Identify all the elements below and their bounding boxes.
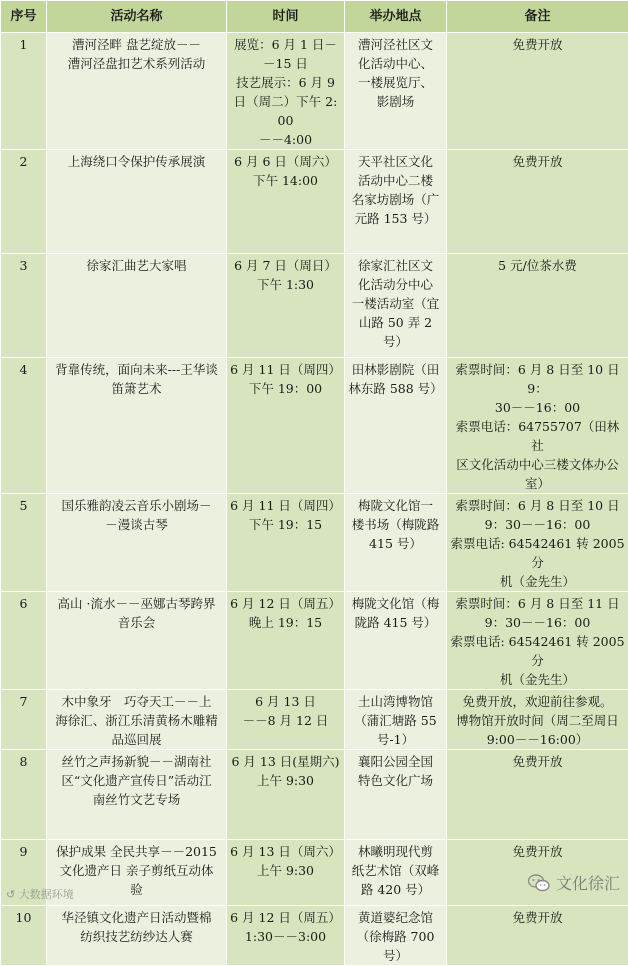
cell-time-line: 6 月 11 日（周四） xyxy=(230,496,341,515)
cell-name-line: 丝竹之声扬新貌－－湖南社 xyxy=(50,752,223,771)
cell-num: 3 xyxy=(1,254,47,358)
cell-time-line: 晚上 19：15 xyxy=(230,613,341,632)
header-num: 序号 xyxy=(1,1,47,33)
cell-venue-line: 化活动分中心 xyxy=(348,275,443,294)
cell-venue-line: 徐家汇社区文 xyxy=(348,256,443,275)
cell-num: 4 xyxy=(1,358,47,494)
cell-venue-line: 号） xyxy=(348,946,443,965)
brand-name: 文化徐汇 xyxy=(556,871,620,894)
cell-note-line: 9：30－－16：00 xyxy=(450,613,625,632)
cell-note-line: 9:00－－16:00） xyxy=(450,730,625,749)
cell-note-line: 索票电话：64755707（田林社 xyxy=(450,417,625,455)
cell-time xyxy=(227,33,345,150)
cell-num: 10 xyxy=(1,906,47,966)
cell-venue-line: （蒲汇塘路 55 xyxy=(348,711,443,730)
cell-time-line: 1:30－－3:00 xyxy=(230,927,341,946)
cell-venue-line: 梅陇文化馆（梅 xyxy=(348,594,443,613)
cell-name xyxy=(47,750,227,840)
cell-name-line: 品巡回展 xyxy=(50,730,223,749)
watermark xyxy=(6,886,74,902)
cell-num: 6 xyxy=(1,592,47,690)
cell-venue-line: 陇路 415 号） xyxy=(348,613,443,632)
cell-name xyxy=(47,906,227,966)
cell-venue-line: 特色文化广场 xyxy=(348,771,443,790)
cell-note xyxy=(447,254,628,358)
cell-venue-line: 元路 153 号） xyxy=(348,209,443,228)
cell-venue-line: 襄阳公园全国 xyxy=(348,752,443,771)
table-row xyxy=(1,150,628,254)
cell-venue-line: 黄道婆纪念馆 xyxy=(348,908,443,927)
cell-note-line: 索票时间：6 月 8 日至 10 日 9： xyxy=(450,360,625,398)
cell-venue-line: 纸艺术馆（双峰 xyxy=(348,861,443,880)
cell-note-line: 机（金先生） xyxy=(450,572,625,591)
cell-note xyxy=(447,906,628,966)
cell-venue xyxy=(345,33,447,150)
table-row xyxy=(1,592,628,690)
cell-note xyxy=(447,150,628,254)
cell-name-line: 音乐会 xyxy=(50,613,223,632)
cell-venue-line: 影剧场 xyxy=(348,92,443,111)
table-row xyxy=(1,254,628,358)
cell-venue-line: 田林影剧院（田 xyxy=(348,360,443,379)
cell-num: 9 xyxy=(1,840,47,906)
cell-note-line: 30－－16：00 xyxy=(450,398,625,417)
cell-venue-line: 一楼活动室（宜 xyxy=(348,294,443,313)
cell-venue-line: 活动中心二楼 xyxy=(348,171,443,190)
cell-time-line: 上午 9:30 xyxy=(230,861,341,880)
cell-venue-line: 天平社区文化 xyxy=(348,152,443,171)
cell-time xyxy=(227,840,345,906)
cell-venue-line: 山路 50 弄 2 号） xyxy=(348,313,443,351)
cell-venue xyxy=(345,254,447,358)
cell-time-line: 日（周二）下午 2:00 xyxy=(230,92,341,130)
cell-venue-line: 一楼展览厅、 xyxy=(348,73,443,92)
cell-note-line: 室） xyxy=(450,474,625,493)
cell-name xyxy=(47,690,227,750)
cell-venue xyxy=(345,840,447,906)
cell-time-line: 展览：6 月 1 日－ xyxy=(230,35,341,54)
cell-venue-line: 林东路 588 号） xyxy=(348,379,443,398)
cell-note xyxy=(447,592,628,690)
cell-note xyxy=(447,358,628,494)
cell-num: 7 xyxy=(1,690,47,750)
cell-note-line: 机（金先生） xyxy=(450,670,625,689)
cell-note xyxy=(447,33,628,150)
cell-time-line: －－4:00 xyxy=(230,130,341,149)
cell-time xyxy=(227,592,345,690)
cell-venue xyxy=(345,906,447,966)
cell-name-line: 文化遗产日 亲子剪纸互动体 xyxy=(50,861,223,880)
cell-name-line: 海徐汇、浙江乐清黄杨木雕精 xyxy=(50,711,223,730)
cell-name-line: 漕河泾畔 盘艺绽放－－ xyxy=(50,35,223,54)
cell-name-line: 徐家汇曲艺大家唱 xyxy=(50,256,223,275)
cell-name-line: 区“文化遗产宣传日”活动江 xyxy=(50,771,223,790)
cell-note-line: 免费开放，欢迎前往参观。 xyxy=(450,692,625,711)
cell-time xyxy=(227,358,345,494)
cell-time-line: 下午 19：00 xyxy=(230,379,341,398)
cell-time-line: 6 月 12 日（周五） xyxy=(230,908,341,927)
cell-name-line: －漫谈古琴 xyxy=(50,515,223,534)
cell-name-line: 上海绕口令保护传承展演 xyxy=(50,152,223,171)
table-row xyxy=(1,494,628,592)
cell-name-line: 纺织技艺纺纱达人赛 xyxy=(50,927,223,946)
cell-note-line: 索票时间：6 月 8 日至 11 日 xyxy=(450,594,625,613)
cell-time xyxy=(227,254,345,358)
cell-name-line: 验 xyxy=(50,880,223,899)
cell-venue xyxy=(345,592,447,690)
cell-venue xyxy=(345,690,447,750)
cell-time-line: 下午 19：15 xyxy=(230,515,341,534)
cell-note xyxy=(447,690,628,750)
cell-note-line: 免费开放 xyxy=(450,752,625,771)
brand-logo xyxy=(528,871,620,894)
cell-note-line: 免费开放 xyxy=(450,842,625,861)
cell-time-line: －－8 月 12 日 xyxy=(230,711,341,730)
cell-name-line: 笛箫艺术 xyxy=(50,379,223,398)
cell-time-line: 6 月 7 日（周日） xyxy=(230,256,341,275)
cell-time-line: 6 月 13 日 xyxy=(230,692,341,711)
cell-time-line: 下午 1:30 xyxy=(230,275,341,294)
cell-note xyxy=(447,494,628,592)
cell-time xyxy=(227,690,345,750)
cell-note-line: 区文化活动中心三楼文体办公 xyxy=(450,455,625,474)
cell-time-line: 6 月 6 日（周六） xyxy=(230,152,341,171)
cell-time-line: 上午 9:30 xyxy=(230,771,341,790)
cell-note-line: 索票电话: 64542461 转 2005 分 xyxy=(450,632,625,670)
table-row xyxy=(1,33,628,150)
cell-name xyxy=(47,150,227,254)
cell-time-line: 下午 14:00 xyxy=(230,171,341,190)
header-venue: 举办地点 xyxy=(345,1,447,33)
cell-venue-line: 林曦明现代剪 xyxy=(348,842,443,861)
cell-venue xyxy=(345,494,447,592)
cell-note-line: 免费开放 xyxy=(450,908,625,927)
table-row xyxy=(1,358,628,494)
watermark-icon: ↺ xyxy=(6,888,15,901)
cell-time-line: 技艺展示：6 月 9 xyxy=(230,73,341,92)
cell-note-line: 5 元/位茶水费 xyxy=(450,256,625,275)
cell-num: 2 xyxy=(1,150,47,254)
cell-time xyxy=(227,150,345,254)
table-row xyxy=(1,906,628,966)
wechat-icon xyxy=(528,874,550,892)
cell-name-line: 华泾镇文化遗产日活动暨棉 xyxy=(50,908,223,927)
cell-time-line: 6 月 12 日（周五） xyxy=(230,594,341,613)
cell-name xyxy=(47,33,227,150)
cell-venue-line: 号-1） xyxy=(348,730,443,749)
cell-venue xyxy=(345,358,447,494)
cell-venue-line: 名家坊剧场（广 xyxy=(348,190,443,209)
cell-time-line: －15 日 xyxy=(230,54,341,73)
cell-name-line: 国乐雅韵凌云音乐小剧场－ xyxy=(50,496,223,515)
cell-time-line: 6 月 13 日（周六） xyxy=(230,842,341,861)
cell-time-line: 6 月 13 日(星期六) xyxy=(230,752,341,771)
cell-note-line: 9：30－－16：00 xyxy=(450,515,625,534)
cell-note-line: 免费开放 xyxy=(450,152,625,171)
cell-venue xyxy=(345,750,447,840)
cell-name xyxy=(47,358,227,494)
header-time: 时间 xyxy=(227,1,345,33)
cell-venue-line: 路 420 号） xyxy=(348,880,443,899)
cell-name-line: 木中象牙 巧夺天工－－上 xyxy=(50,692,223,711)
cell-time-line: 6 月 11 日（周四） xyxy=(230,360,341,379)
cell-venue-line: 梅陇文化馆一 xyxy=(348,496,443,515)
cell-time xyxy=(227,750,345,840)
cell-note-line: 免费开放 xyxy=(450,35,625,54)
cell-num: 8 xyxy=(1,750,47,840)
cell-note-line: 索票电话: 64542461 转 2005 分 xyxy=(450,534,625,572)
table-body xyxy=(1,33,628,966)
cell-name xyxy=(47,254,227,358)
cell-time xyxy=(227,494,345,592)
cell-name-line: 高山 ·流水－－巫娜古琴跨界 xyxy=(50,594,223,613)
cell-name-line: 漕河泾盘扣艺术系列活动 xyxy=(50,54,223,73)
cell-venue-line: 土山湾博物馆 xyxy=(348,692,443,711)
watermark-text: 大数据环境 xyxy=(19,888,74,901)
cell-name-line: 背靠传统，面向未来---王华谈 xyxy=(50,360,223,379)
cell-venue-line: 漕河泾社区文 xyxy=(348,35,443,54)
header-note: 备注 xyxy=(447,1,628,33)
cell-note-line: 博物馆开放时间（周二至周日 xyxy=(450,711,625,730)
cell-venue-line: （徐梅路 700 xyxy=(348,927,443,946)
cell-name-line: 南丝竹文艺专场 xyxy=(50,790,223,809)
table-row xyxy=(1,690,628,750)
cell-venue-line: 化活动中心、 xyxy=(348,54,443,73)
cell-venue xyxy=(345,150,447,254)
header-name: 活动名称 xyxy=(47,1,227,33)
table-row xyxy=(1,750,628,840)
cell-num: 1 xyxy=(1,33,47,150)
cell-venue-line: 415 号） xyxy=(348,534,443,553)
cell-name xyxy=(47,494,227,592)
cell-note-line: 索票时间：6 月 8 日至 10 日 xyxy=(450,496,625,515)
cell-num: 5 xyxy=(1,494,47,592)
cell-time xyxy=(227,906,345,966)
cell-venue-line: 楼书场（梅陇路 xyxy=(348,515,443,534)
cell-name-line: 保护成果 全民共享－－2015 xyxy=(50,842,223,861)
header-row xyxy=(1,1,628,33)
cell-note xyxy=(447,750,628,840)
cell-name xyxy=(47,592,227,690)
